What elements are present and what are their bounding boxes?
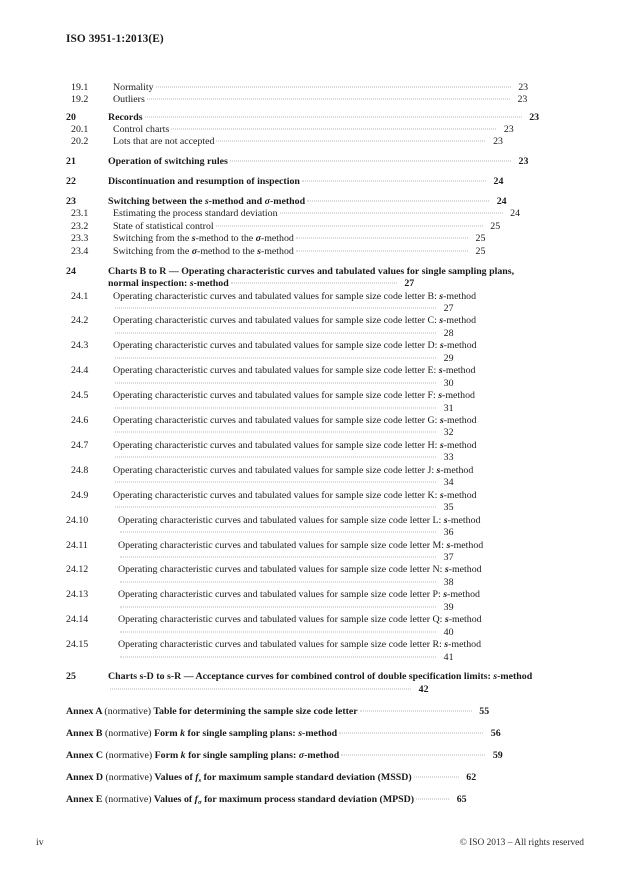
annex-normative: (normative): [104, 794, 152, 806]
toc-body: [113, 246, 544, 258]
toc-page: 24: [496, 195, 507, 207]
toc-page: 23: [518, 156, 529, 168]
toc-page: 38: [443, 576, 454, 588]
leader-dots: [280, 213, 503, 214]
toc-page: 23: [518, 82, 529, 93]
toc-title: Charts s-D to s-R — Acceptance curves for combined control of double specification limits: s-method: [108, 671, 533, 683]
toc-number: 24.1: [71, 290, 89, 302]
toc-leader-page: [113, 378, 454, 390]
toc-body: [113, 490, 544, 515]
annex-label: Annex B: [66, 728, 103, 740]
leader-dots: [115, 432, 436, 433]
toc-number: 20.2: [71, 136, 89, 148]
toc-leader-page: [113, 353, 454, 365]
toc-leader-page: [229, 278, 415, 290]
toc-leader-page: [145, 94, 528, 106]
leader-dots: [341, 755, 485, 756]
leader-dots: [156, 87, 511, 88]
toc-number: 23.1: [71, 208, 89, 220]
toc-page: 23: [493, 136, 503, 148]
toc-page: 35: [443, 502, 454, 514]
leader-dots: [416, 799, 449, 800]
toc-body: [108, 156, 544, 168]
toc-leader-page: [113, 427, 454, 439]
leader-dots: [115, 482, 436, 483]
toc-title: Annex B (normative) Form k for single sampling plans: s-method: [66, 728, 338, 740]
toc-page: 23: [529, 111, 540, 123]
toc-leader-page: [305, 196, 507, 208]
toc-entry-19-1[interactable]: [66, 82, 544, 94]
toc-number: 24.13: [66, 589, 89, 601]
toc-page: 29: [443, 352, 454, 364]
toc-leader-page: [294, 233, 486, 245]
leader-dots: [296, 250, 468, 251]
leader-dots: [231, 283, 397, 284]
toc-number: 24.5: [71, 390, 89, 402]
toc-body: [118, 515, 544, 540]
toc-entry-24-15[interactable]: [66, 639, 544, 664]
toc-entry-21[interactable]: [66, 156, 544, 168]
leader-dots: [216, 141, 485, 142]
toc-title: Records: [108, 111, 143, 123]
toc-body: [118, 614, 544, 639]
leader-dots: [145, 116, 522, 117]
toc-title: Operating characteristic curves and tabulated values for sample size code letter D: s-method: [113, 340, 477, 352]
annex-label: Annex D: [66, 772, 104, 784]
toc-title: Outliers: [113, 94, 145, 106]
toc-page: 62: [466, 772, 477, 784]
toc-body: [108, 671, 544, 696]
toc-leader-page: [412, 772, 477, 784]
toc-number: 24.8: [71, 464, 89, 476]
toc-leader-page: [358, 706, 490, 718]
toc-entry-annex-b[interactable]: [66, 728, 544, 740]
toc-body: [118, 540, 544, 565]
toc-body: [108, 266, 544, 291]
leader-dots: [115, 382, 436, 383]
toc-number: 20: [66, 111, 76, 123]
leader-dots: [120, 581, 436, 582]
toc-entry-23[interactable]: [66, 196, 544, 208]
leader-dots: [120, 557, 436, 558]
toc-leader-page: [108, 684, 429, 696]
toc-entry-24-8[interactable]: [66, 465, 544, 490]
toc-title: Operating characteristic curves and tabulated values for sample size code letter R: s-method: [118, 639, 482, 651]
toc-entry-23-2[interactable]: [66, 221, 544, 233]
table-of-contents: [66, 82, 544, 807]
toc-number: 24.3: [71, 340, 89, 352]
annex-normative: (normative): [105, 772, 153, 784]
toc-title: Operating characteristic curves and tabulated values for sample size code letter F: s-method: [113, 390, 475, 402]
toc-entry-23-3[interactable]: [66, 233, 544, 245]
toc-body: [108, 112, 544, 124]
toc-title: Discontinuation and resumption of inspection: [108, 176, 300, 188]
leader-dots: [115, 307, 436, 308]
toc-page: 55: [479, 705, 490, 717]
leader-dots: [307, 200, 489, 201]
toc-page: 56: [490, 728, 501, 740]
leader-dots: [115, 457, 436, 458]
toc-leader-page: [113, 328, 454, 340]
toc-title: Estimating the process standard deviation: [113, 208, 278, 220]
toc-number: 23: [66, 195, 76, 207]
leader-dots: [120, 532, 436, 533]
toc-page: 59: [492, 750, 503, 762]
toc-entry-annex-c[interactable]: [66, 750, 544, 762]
toc-title: Switching from the σ-method to the s-method: [113, 245, 294, 257]
toc-body: [113, 365, 544, 390]
toc-body: [66, 772, 544, 784]
toc-page: 39: [443, 601, 454, 613]
annex-normative: (normative): [105, 750, 153, 762]
toc-page: 23: [503, 123, 514, 135]
toc-page: 31: [443, 402, 454, 414]
toc-title: Operating characteristic curves and tabulated values for sample size code letter B: s-method: [113, 290, 477, 302]
copyright-notice: © ISO 2013 – All rights reserved: [459, 838, 584, 848]
toc-entry-24-4[interactable]: [66, 365, 544, 390]
toc-body: [113, 82, 544, 94]
toc-entry-annex-a[interactable]: [66, 706, 544, 718]
toc-body: [108, 196, 544, 208]
toc-leader-page: [118, 527, 454, 539]
toc-entry-24-13[interactable]: [66, 589, 544, 614]
toc-number: 24.15: [66, 639, 89, 651]
toc-body: [113, 136, 544, 148]
toc-title: Control charts: [113, 123, 170, 135]
toc-entry-annex-e[interactable]: [66, 794, 544, 806]
toc-body: [113, 390, 544, 415]
toc-title: [66, 706, 358, 717]
toc-title: Operating characteristic curves and tabulated values for sample size code letter G: s-method: [113, 415, 477, 427]
leader-dots: [302, 181, 486, 182]
toc-entry-24-3[interactable]: [66, 340, 544, 365]
toc-title: Switching from the s-method to the σ-method: [113, 233, 294, 245]
toc-page: 25: [475, 233, 486, 245]
toc-page: 24: [493, 176, 504, 188]
toc-page: 27: [404, 278, 415, 290]
toc-title: Operating characteristic curves and tabulated values for sample size code letter K: s-method: [113, 489, 477, 501]
annex-label: Annex A: [66, 705, 102, 717]
leader-dots: [115, 507, 436, 508]
toc-entry-23-4[interactable]: [66, 246, 544, 258]
toc-title: Switching between the s-method and σ-method: [108, 195, 306, 207]
toc-leader-page: [278, 208, 521, 220]
toc-leader-page: [169, 124, 514, 136]
toc-leader-page: [118, 652, 454, 664]
toc-body: [113, 221, 544, 233]
toc-body: [113, 124, 544, 136]
toc-number: 24.11: [66, 539, 88, 551]
toc-page: 37: [443, 552, 454, 564]
toc-number: 24.6: [71, 415, 89, 427]
toc-number: 23.3: [71, 233, 89, 245]
toc-entry-24-1[interactable]: [66, 291, 544, 316]
annex-title: Table for determining the sample size code letter: [153, 705, 358, 717]
toc-body: [113, 233, 544, 245]
toc-page: 23: [517, 94, 528, 106]
leader-dots: [120, 606, 436, 607]
toc-page: 25: [490, 220, 501, 232]
toc-number: 20.1: [71, 123, 89, 135]
toc-leader-page: [118, 602, 454, 614]
toc-number: 24.12: [66, 564, 89, 576]
toc-title: Annex C (normative) Form k for single sampling plans: σ-method: [66, 750, 340, 762]
toc-number: 23.2: [71, 220, 89, 232]
toc-title: Operating characteristic curves and tabulated values for sample size code letter L: s-method: [118, 514, 481, 526]
toc-entry-24[interactable]: [66, 266, 544, 291]
toc-title: Operating characteristic curves and tabulated values for sample size code letter C: s-method: [113, 315, 477, 327]
toc-title: Charts B to R — Operating characteristic curves and tabulated values for single sampling plans, normal inspection: s-method: [108, 265, 515, 290]
toc-leader-page: [339, 750, 503, 762]
toc-number: 24: [66, 265, 76, 277]
toc-body: [113, 340, 544, 365]
toc-entry-24-2[interactable]: [66, 315, 544, 340]
toc-number: 19.1: [71, 82, 89, 93]
toc-entry-24-10[interactable]: [66, 515, 544, 540]
toc-entry-20-2[interactable]: [66, 136, 544, 148]
leader-dots: [230, 161, 511, 162]
toc-page: 40: [443, 626, 454, 638]
toc-entry-24-14[interactable]: [66, 614, 544, 639]
toc-page: 36: [443, 527, 454, 539]
toc-entry-25[interactable]: [66, 671, 544, 696]
toc-title: Lots that are not accepted: [113, 136, 215, 148]
leader-dots: [147, 99, 510, 100]
toc-body: [113, 94, 544, 106]
toc-entry-20-1[interactable]: [66, 124, 544, 136]
toc-entry-19-2[interactable]: [66, 94, 544, 106]
toc-entry-23-1[interactable]: [66, 208, 544, 220]
leader-dots: [339, 733, 483, 734]
toc-leader-page: [214, 136, 503, 148]
toc-entry-24-9[interactable]: [66, 490, 544, 515]
leader-dots: [171, 128, 496, 129]
toc-page: 32: [443, 427, 454, 439]
toc-page: 27: [443, 302, 454, 314]
toc-body: [66, 728, 544, 740]
toc-body: [118, 564, 544, 589]
toc-page: 34: [443, 477, 454, 489]
toc-title: Annex D (normative) Values of $f_s$ for maximum sample standard deviation (MSSD): [66, 772, 412, 784]
leader-dots: [115, 357, 436, 358]
toc-leader-page: [300, 176, 504, 188]
leader-dots: [115, 407, 436, 408]
toc-number: 24.9: [71, 489, 89, 501]
toc-title: Operating characteristic curves and tabulated values for sample size code letter J: s-method: [113, 464, 474, 476]
toc-body: [66, 794, 544, 806]
toc-leader-page: [414, 794, 467, 806]
toc-number: 24.7: [71, 439, 89, 451]
toc-number: 24.10: [66, 514, 89, 526]
toc-number: 24.2: [71, 315, 89, 327]
toc-title: Operating characteristic curves and tabulated values for sample size code letter N: s-method: [118, 564, 482, 576]
leader-dots: [360, 710, 472, 711]
toc-page: 28: [443, 327, 454, 339]
annex-normative: (normative): [104, 728, 152, 740]
toc-entry-24-7[interactable]: [66, 440, 544, 465]
toc-page: 30: [443, 377, 454, 389]
toc-body: [113, 208, 544, 220]
toc-number: 24.14: [66, 614, 89, 626]
toc-number: 23.4: [71, 245, 89, 257]
toc-leader-page: [113, 477, 454, 489]
toc-page: 41: [443, 651, 454, 663]
toc-leader-page: [113, 502, 454, 514]
toc-title: Operating characteristic curves and tabulated values for sample size code letter P: s-method: [118, 589, 480, 601]
toc-entry-20[interactable]: [66, 112, 544, 124]
toc-body: [118, 639, 544, 664]
page-footer: [36, 837, 584, 848]
toc-number: 19.2: [71, 94, 89, 106]
toc-leader-page: [228, 156, 529, 168]
toc-body: [66, 750, 544, 762]
toc-number: 22: [66, 176, 76, 188]
document-header-id: ISO 3951-1:2013(E): [66, 33, 164, 45]
toc-title: Operating characteristic curves and tabulated values for sample size code letter M: s-method: [118, 539, 484, 551]
toc-title: Operating characteristic curves and tabulated values for sample size code letter H: s-method: [113, 439, 477, 451]
toc-entry-24-5[interactable]: [66, 390, 544, 415]
leader-dots: [216, 225, 483, 226]
toc-body: [66, 706, 544, 718]
toc-leader-page: [214, 221, 501, 233]
toc-title: Operating characteristic curves and tabulated values for sample size code letter E: s-method: [113, 365, 476, 377]
toc-leader-page: [294, 246, 486, 258]
toc-leader-page: [113, 403, 454, 415]
toc-leader-page: [118, 577, 454, 589]
toc-body: [113, 465, 544, 490]
toc-entry-24-6[interactable]: [66, 415, 544, 440]
toc-leader-page: [113, 303, 454, 315]
toc-leader-page: [113, 452, 454, 464]
leader-dots: [115, 332, 436, 333]
leader-dots: [110, 688, 411, 689]
toc-page: 25: [475, 245, 486, 257]
annex-label: Annex C: [66, 750, 104, 762]
leader-dots: [120, 656, 436, 657]
page-folio: iv: [36, 837, 44, 848]
toc-title: Annex E (normative) Values of $f_\sigma$ for maximum process standard deviation (MPSD): [66, 794, 415, 807]
toc-body: [113, 440, 544, 465]
leader-dots: [296, 238, 468, 239]
toc-leader-page: [118, 552, 454, 564]
toc-page: 24: [510, 208, 521, 220]
toc-entry-24-11[interactable]: [66, 540, 544, 565]
toc-title: Operation of switching rules: [108, 156, 228, 168]
toc-body: [113, 415, 544, 440]
toc-number: 25: [66, 671, 76, 683]
toc-number: 24.4: [71, 365, 89, 377]
toc-number: 21: [66, 156, 76, 168]
toc-entry-24-12[interactable]: [66, 564, 544, 589]
toc-leader-page: [143, 112, 540, 124]
toc-page: 33: [443, 452, 454, 464]
toc-body: [113, 291, 544, 316]
toc-entry-22[interactable]: [66, 176, 544, 188]
toc-entry-annex-d[interactable]: [66, 772, 544, 784]
toc-page: 42: [418, 683, 429, 695]
toc-leader-page: [154, 82, 529, 94]
toc-page: 65: [456, 794, 467, 806]
toc-title: Operating characteristic curves and tabulated values for sample size code letter Q: s-method: [118, 614, 482, 626]
leader-dots: [414, 777, 459, 778]
toc-title: Normality: [113, 82, 154, 93]
toc-body: [108, 176, 544, 188]
annex-normative: (normative): [104, 705, 152, 717]
annex-label: Annex E: [66, 794, 103, 806]
toc-title: State of statistical control: [113, 220, 214, 232]
toc-leader-page: [118, 627, 454, 639]
toc-body: [113, 315, 544, 340]
toc-body: [118, 589, 544, 614]
toc-leader-page: [337, 728, 501, 740]
leader-dots: [120, 631, 436, 632]
